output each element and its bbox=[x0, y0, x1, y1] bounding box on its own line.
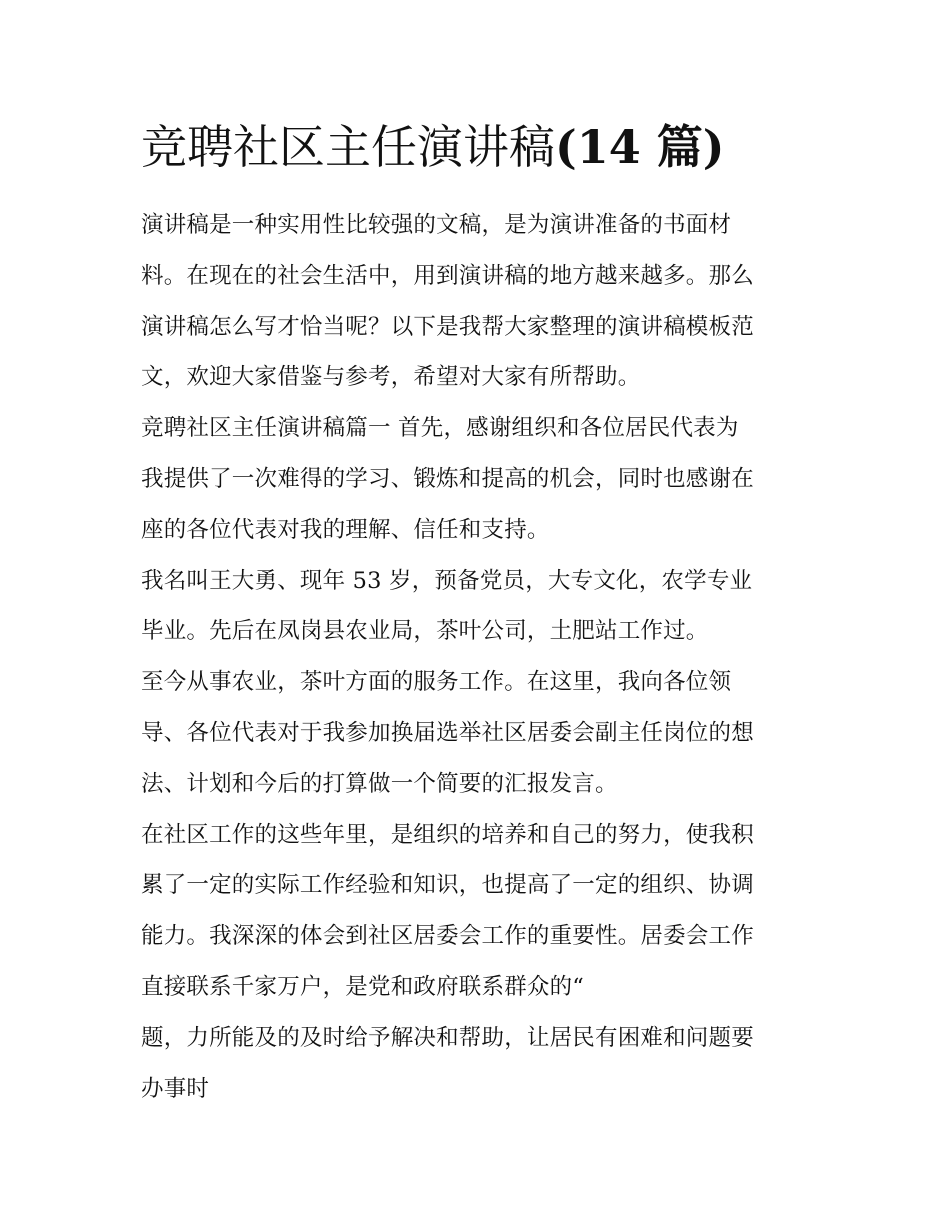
text-line: 在社区工作的这些年里，是组织的培养和自己的努力，使我积 bbox=[141, 821, 754, 848]
text-line: 座的各位代表对我的理解、信任和支持。 bbox=[141, 516, 550, 543]
page-title bbox=[141, 115, 725, 179]
title-main: 竞聘社区主任演讲稿 bbox=[141, 120, 555, 174]
title-suffix: (14 篇) bbox=[555, 120, 725, 174]
text-line: 办事时 bbox=[141, 1075, 210, 1102]
text-line: 我名叫王大勇、现年 53 岁，预备党员，大专文化，农学专业 bbox=[141, 567, 753, 594]
text-line: 料。在现在的社会生活中，用到演讲稿的地方越来越多。那么 bbox=[141, 262, 754, 289]
text-line: 累了一定的实际工作经验和知识，也提高了一定的组织、协调 bbox=[141, 872, 754, 899]
text-line: 演讲稿怎么写才恰当呢？以下是我帮大家整理的演讲稿模板范 bbox=[141, 313, 754, 340]
text-line: 法、计划和今后的打算做一个简要的汇报发言。 bbox=[141, 770, 618, 797]
text-line: 直接联系千家万户，是党和政府联系群众的“ bbox=[141, 973, 585, 1000]
text-line: 我提供了一次难得的学习、锻炼和提高的机会，同时也感谢在 bbox=[141, 465, 754, 492]
body-text bbox=[141, 200, 821, 1114]
text-line: 演讲稿是一种实用性比较强的文稿，是为演讲准备的书面材 bbox=[141, 212, 732, 238]
text-line: 至今从事农业，茶叶方面的服务工作。在这里，我向各位领 bbox=[141, 669, 732, 696]
text-line: 导、各位代表对于我参加换届选举社区居委会副主任岗位的想 bbox=[141, 719, 754, 746]
text-line: 能力。我深深的体会到社区居委会工作的重要性。居委会工作 bbox=[141, 923, 754, 950]
text-line: 题，力所能及的及时给予解决和帮助，让居民有困难和问题要 bbox=[141, 1024, 754, 1051]
text-line: 竞聘社区主任演讲稿篇一 首先，感谢组织和各位居民代表为 bbox=[141, 415, 739, 442]
text-line: 毕业。先后在凤岗县农业局，茶叶公司，土肥站工作过。 bbox=[141, 618, 709, 645]
text-line: 文，欢迎大家借鉴与参考，希望对大家有所帮助。 bbox=[141, 364, 641, 391]
